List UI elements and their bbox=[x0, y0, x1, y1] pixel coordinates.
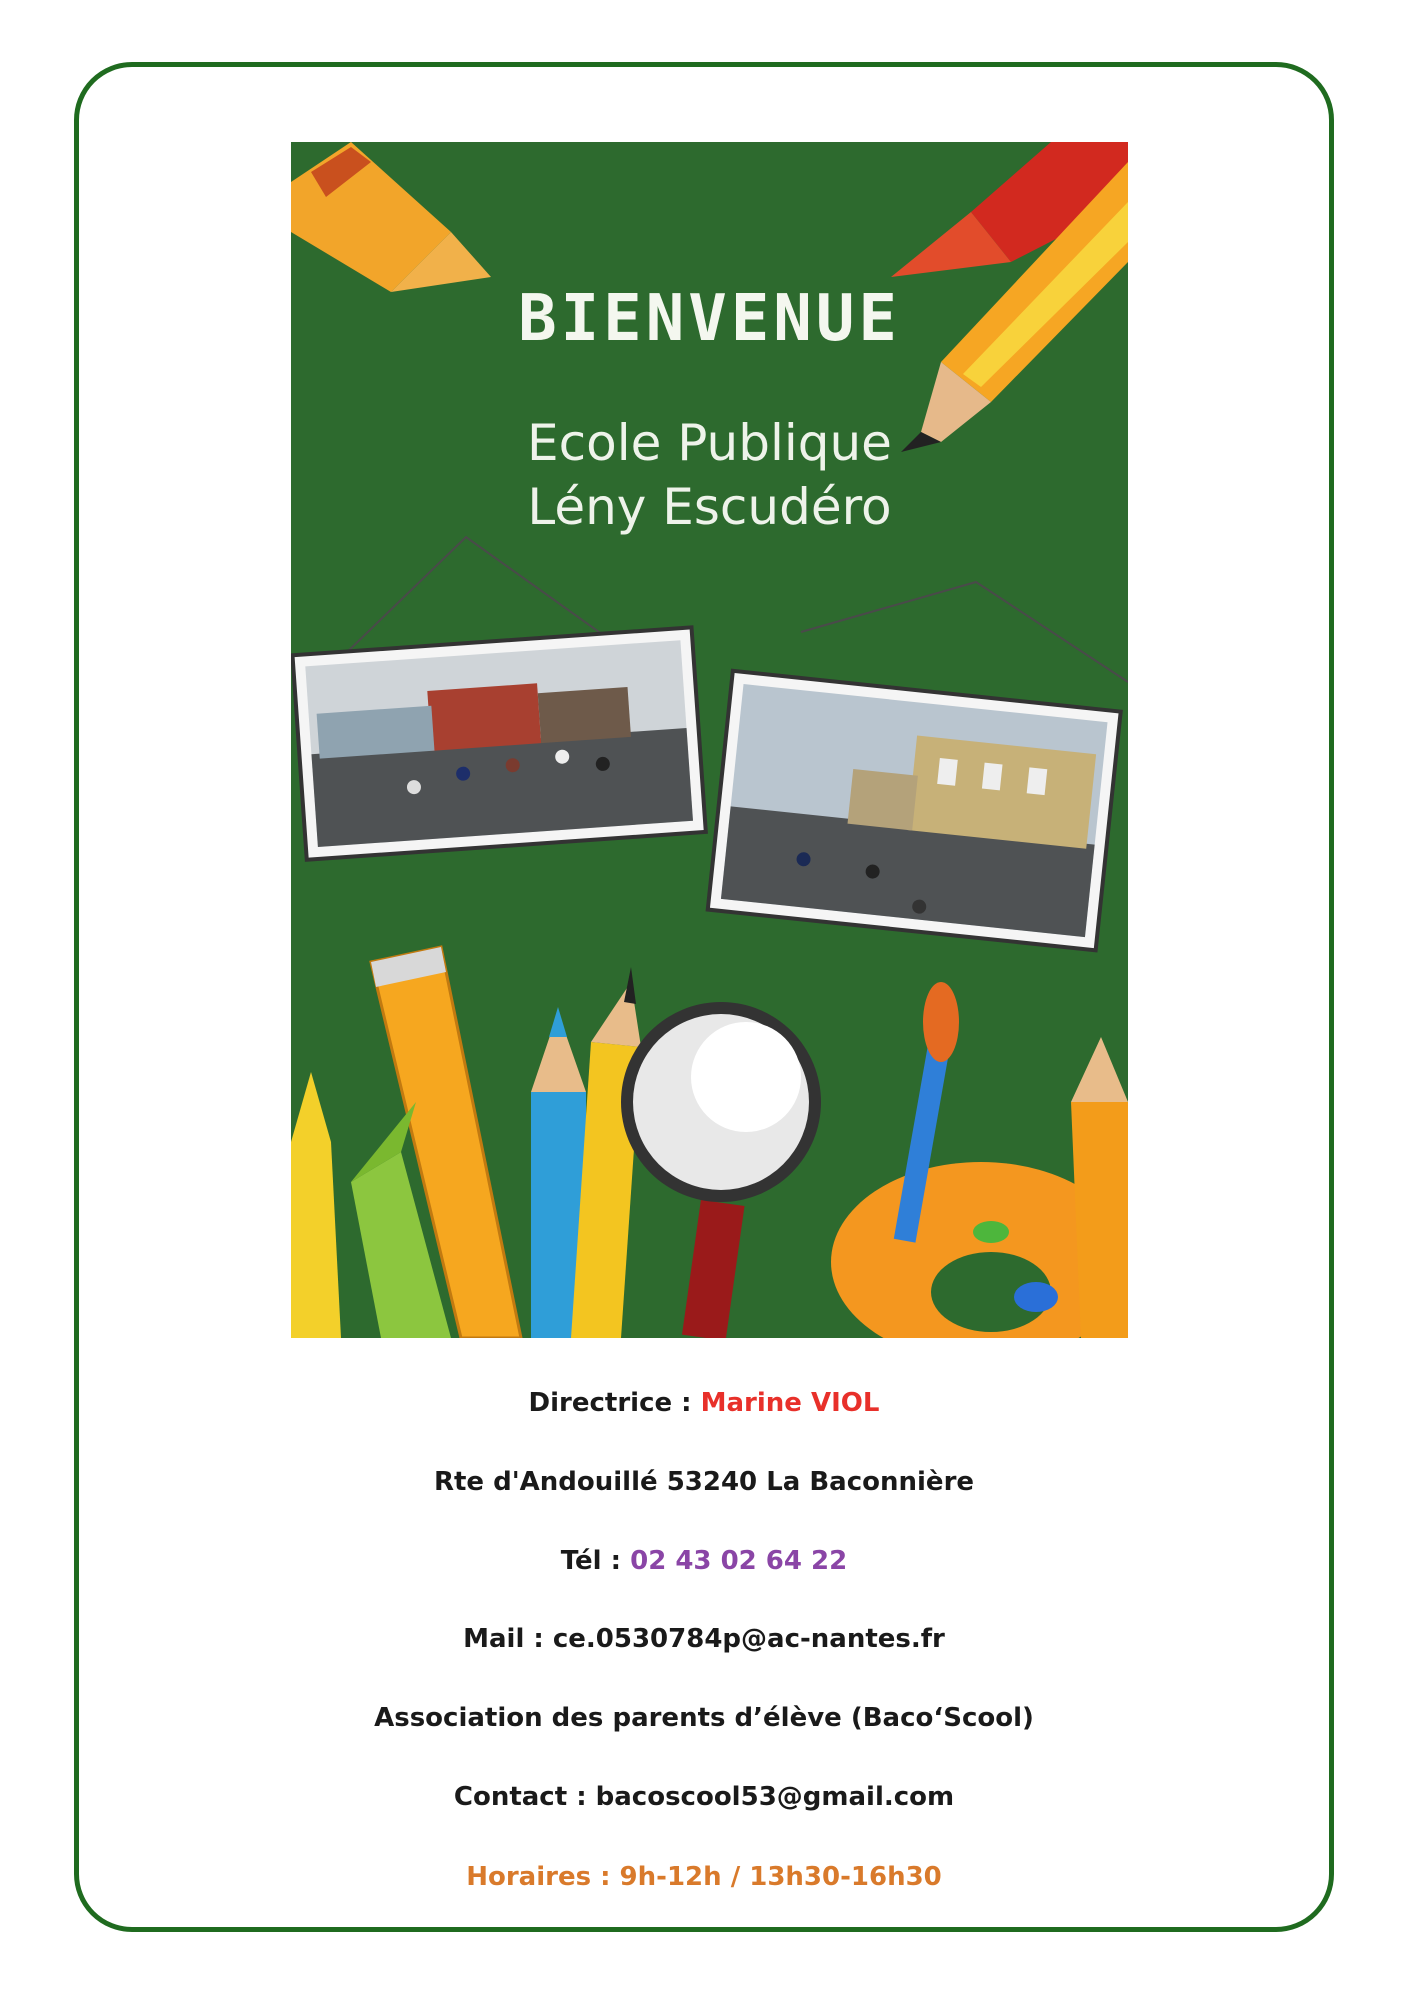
magnifier-icon bbox=[621, 1002, 821, 1338]
photo-school-yard bbox=[292, 627, 705, 859]
crayon-top-left-icon bbox=[291, 142, 491, 292]
address-line: Rte d'Andouillé 53240 La Baconnière bbox=[433, 1467, 975, 1497]
phone-number[interactable]: 02 43 02 64 22 bbox=[630, 1546, 848, 1576]
welcome-poster bbox=[291, 142, 1128, 1338]
mail-line[interactable]: Mail : ce.0530784p@ac-nantes.fr bbox=[463, 1624, 945, 1654]
director-line bbox=[74, 1388, 1334, 1418]
contact-line[interactable]: Contact : bacoscool53@gmail.com bbox=[453, 1782, 955, 1812]
association-line: Association des parents d’élève (Baco‘Scool) bbox=[374, 1703, 1034, 1733]
photo-school-building bbox=[708, 671, 1121, 950]
hours-line: Horaires : 9h-12h / 13h30-16h30 bbox=[466, 1862, 942, 1892]
director-name: Marine VIOL bbox=[700, 1388, 880, 1418]
poster-subtitle-line1: Ecole Publique bbox=[527, 414, 892, 472]
orange-pencil-icon bbox=[1071, 1037, 1128, 1338]
director-label: Directrice : bbox=[528, 1388, 701, 1418]
poster-title: BIENVENUE bbox=[518, 282, 901, 356]
phone-line bbox=[74, 1546, 1334, 1576]
phone-label: Tél : bbox=[560, 1546, 631, 1576]
poster-subtitle-line2: Lény Escudéro bbox=[527, 478, 892, 536]
